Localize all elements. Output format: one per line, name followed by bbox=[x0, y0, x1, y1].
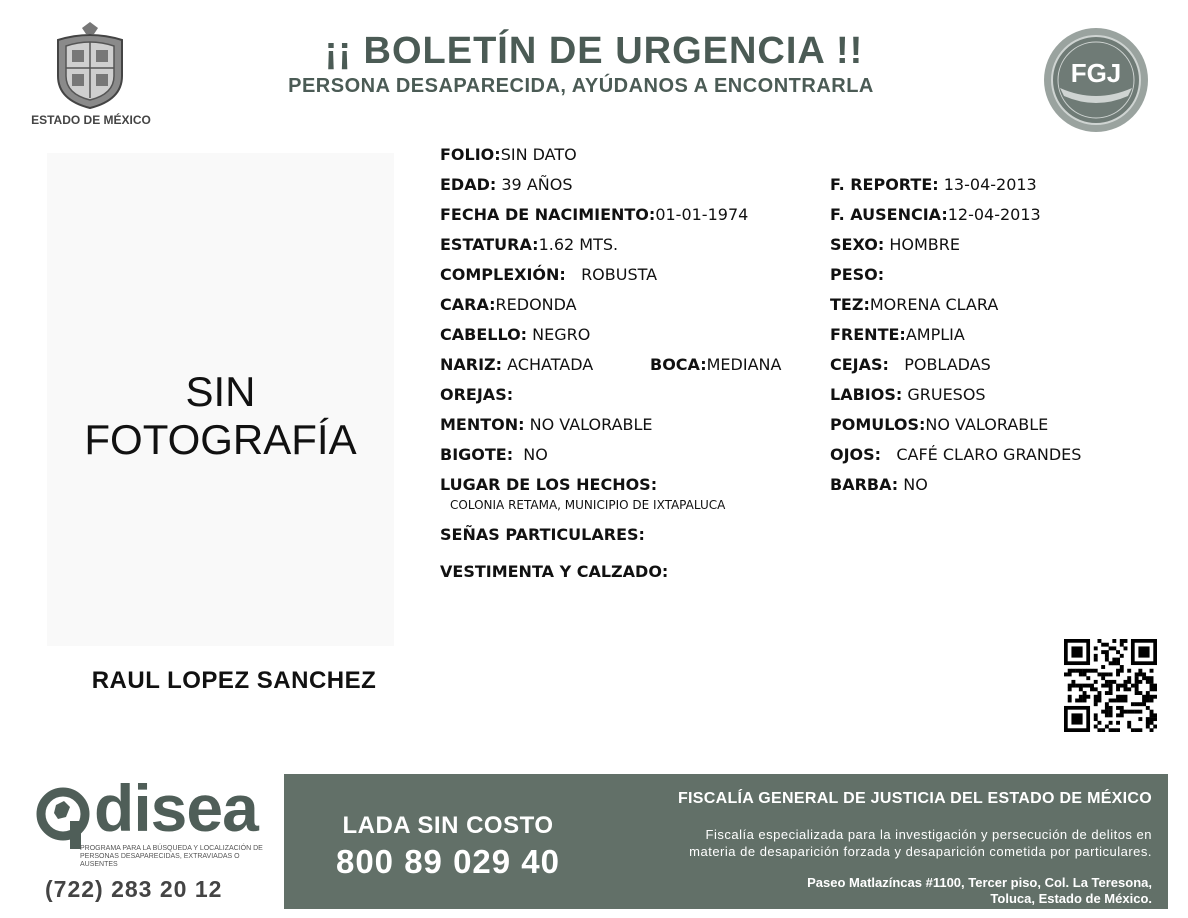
field-orejas bbox=[440, 385, 513, 405]
field-value: CAFÉ CLARO GRANDES bbox=[896, 445, 1082, 464]
field-label: BIGOTE: bbox=[440, 445, 514, 464]
field-label: VESTIMENTA Y CALZADO: bbox=[440, 562, 669, 581]
field-label: LABIOS: bbox=[830, 385, 903, 404]
toll-free-label: LADA SIN COSTO bbox=[342, 812, 554, 839]
field-value: 12-04-2013 bbox=[947, 205, 1041, 224]
field-value: GRUESOS bbox=[907, 385, 986, 404]
field-value: HOMBRE bbox=[889, 235, 960, 254]
field-value: ROBUSTA bbox=[581, 265, 658, 284]
field-value: MORENA CLARA bbox=[869, 295, 999, 314]
field-label: NARIZ: bbox=[440, 355, 503, 374]
field-senas-particulares bbox=[440, 525, 645, 545]
field-sexo bbox=[830, 235, 960, 255]
field-vestimenta bbox=[440, 562, 668, 582]
field-lugar-hechos bbox=[440, 475, 657, 495]
fgj-logo-text: FGJ bbox=[1070, 58, 1122, 88]
field-value: NO bbox=[523, 445, 548, 464]
fgj-seal-icon bbox=[1042, 26, 1150, 134]
field-cabello bbox=[440, 325, 590, 345]
field-label: FRENTE: bbox=[830, 325, 906, 344]
field-nariz bbox=[440, 355, 593, 375]
address-line: Toluca, Estado de México. bbox=[990, 891, 1152, 906]
field-complexion bbox=[440, 265, 657, 285]
field-label: OJOS: bbox=[830, 445, 882, 464]
field-frente bbox=[830, 325, 965, 345]
odisea-program-text: PROGRAMA PARA LA BÚSQUEDA Y LOCALIZACIÓN DE PERSONAS DESAPARECIDAS, EXTRAVIADAS O AUSENTES bbox=[80, 845, 263, 868]
fgj-name: FISCALÍA GENERAL DE JUSTICIA DEL ESTADO DE MÉXICO bbox=[677, 790, 1152, 807]
field-label: FOLIO: bbox=[440, 145, 501, 164]
field-value: 13-04-2013 bbox=[943, 175, 1037, 194]
field-edad bbox=[440, 175, 572, 195]
field-label: SEXO: bbox=[830, 235, 885, 254]
field-label: ESTATURA: bbox=[440, 235, 539, 254]
bulletin-title: ¡¡ BOLETÍN DE URGENCIA !! bbox=[324, 30, 864, 72]
field-value: SIN DATO bbox=[500, 145, 577, 164]
fgj-description bbox=[600, 826, 1152, 860]
field-f-ausencia bbox=[830, 205, 1041, 225]
fgj-address bbox=[600, 875, 1152, 907]
field-label: F. AUSENCIA: bbox=[830, 205, 948, 224]
field-value: ACHATADA bbox=[507, 355, 594, 374]
fgj-description-line: materia de desaparición forzada y desaparición cometida por particulares. bbox=[689, 844, 1152, 859]
field-label: F. REPORTE: bbox=[830, 175, 939, 194]
toll-free-number[interactable]: 800 89 029 40 bbox=[335, 843, 561, 880]
address-line: Paseo Matlazíncas #1100, Tercer piso, Col. La Teresona, bbox=[807, 875, 1152, 890]
field-value: AMPLIA bbox=[905, 325, 965, 344]
field-labios bbox=[830, 385, 986, 405]
field-label: BARBA: bbox=[830, 475, 899, 494]
field-label: MENTON: bbox=[440, 415, 525, 434]
field-value: MEDIANA bbox=[706, 355, 782, 374]
field-value: 01-01-1974 bbox=[655, 205, 749, 224]
field-lugar-hechos-value: COLONIA RETAMA, MUNICIPIO DE IXTAPALUCA bbox=[450, 498, 726, 512]
field-label: EDAD: bbox=[440, 175, 497, 194]
field-estatura bbox=[440, 235, 618, 255]
field-boca bbox=[650, 355, 781, 375]
field-barba bbox=[830, 475, 928, 495]
field-label: TEZ: bbox=[830, 295, 870, 314]
field-value: 39 AÑOS bbox=[501, 175, 573, 194]
bulletin-subtitle: PERSONA DESAPARECIDA, AYÚDANOS A ENCONTRARLA bbox=[288, 75, 874, 97]
odisea-phone[interactable]: (722) 283 20 12 bbox=[45, 876, 223, 902]
field-value: NO VALORABLE bbox=[925, 415, 1049, 434]
field-value: NO bbox=[903, 475, 928, 494]
field-menton bbox=[440, 415, 653, 435]
field-label: SEÑAS PARTICULARES: bbox=[440, 525, 645, 544]
field-tez bbox=[830, 295, 998, 315]
person-name: RAUL LOPEZ SANCHEZ bbox=[91, 667, 377, 694]
field-cara bbox=[440, 295, 577, 315]
no-photo-label: SIN FOTOGRAFÍA bbox=[84, 368, 357, 463]
field-pomulos bbox=[830, 415, 1048, 435]
field-cejas bbox=[830, 355, 991, 375]
field-label: CARA: bbox=[440, 295, 496, 314]
field-label: OREJAS: bbox=[440, 385, 514, 404]
field-label: CEJAS: bbox=[830, 355, 889, 374]
field-label: COMPLEXIÓN: bbox=[440, 265, 566, 284]
field-ojos bbox=[830, 445, 1081, 465]
fgj-description-line: Fiscalía especializada para la investigación y persecución de delitos en bbox=[705, 827, 1152, 842]
odisea-logo-icon bbox=[36, 787, 90, 849]
field-label: POMULOS: bbox=[830, 415, 926, 434]
field-label: BOCA: bbox=[650, 355, 707, 374]
field-value: REDONDA bbox=[495, 295, 577, 314]
qr-code-icon[interactable] bbox=[1064, 639, 1157, 732]
field-value: NEGRO bbox=[532, 325, 591, 344]
field-label: LUGAR DE LOS HECHOS: bbox=[440, 475, 658, 494]
field-fecha-nacimiento bbox=[440, 205, 748, 225]
field-value: NO VALORABLE bbox=[529, 415, 653, 434]
odisea-wordmark: disea bbox=[94, 771, 258, 845]
field-label: PESO: bbox=[830, 265, 885, 284]
state-logo-caption: ESTADO DE MÉXICO bbox=[31, 113, 151, 127]
field-bigote bbox=[440, 445, 548, 465]
field-folio bbox=[440, 145, 577, 165]
field-f-reporte bbox=[830, 175, 1037, 195]
field-label: CABELLO: bbox=[440, 325, 528, 344]
field-peso bbox=[830, 265, 884, 285]
field-value: 1.62 MTS. bbox=[538, 235, 619, 254]
field-value: POBLADAS bbox=[904, 355, 991, 374]
field-label: FECHA DE NACIMIENTO: bbox=[440, 205, 656, 224]
